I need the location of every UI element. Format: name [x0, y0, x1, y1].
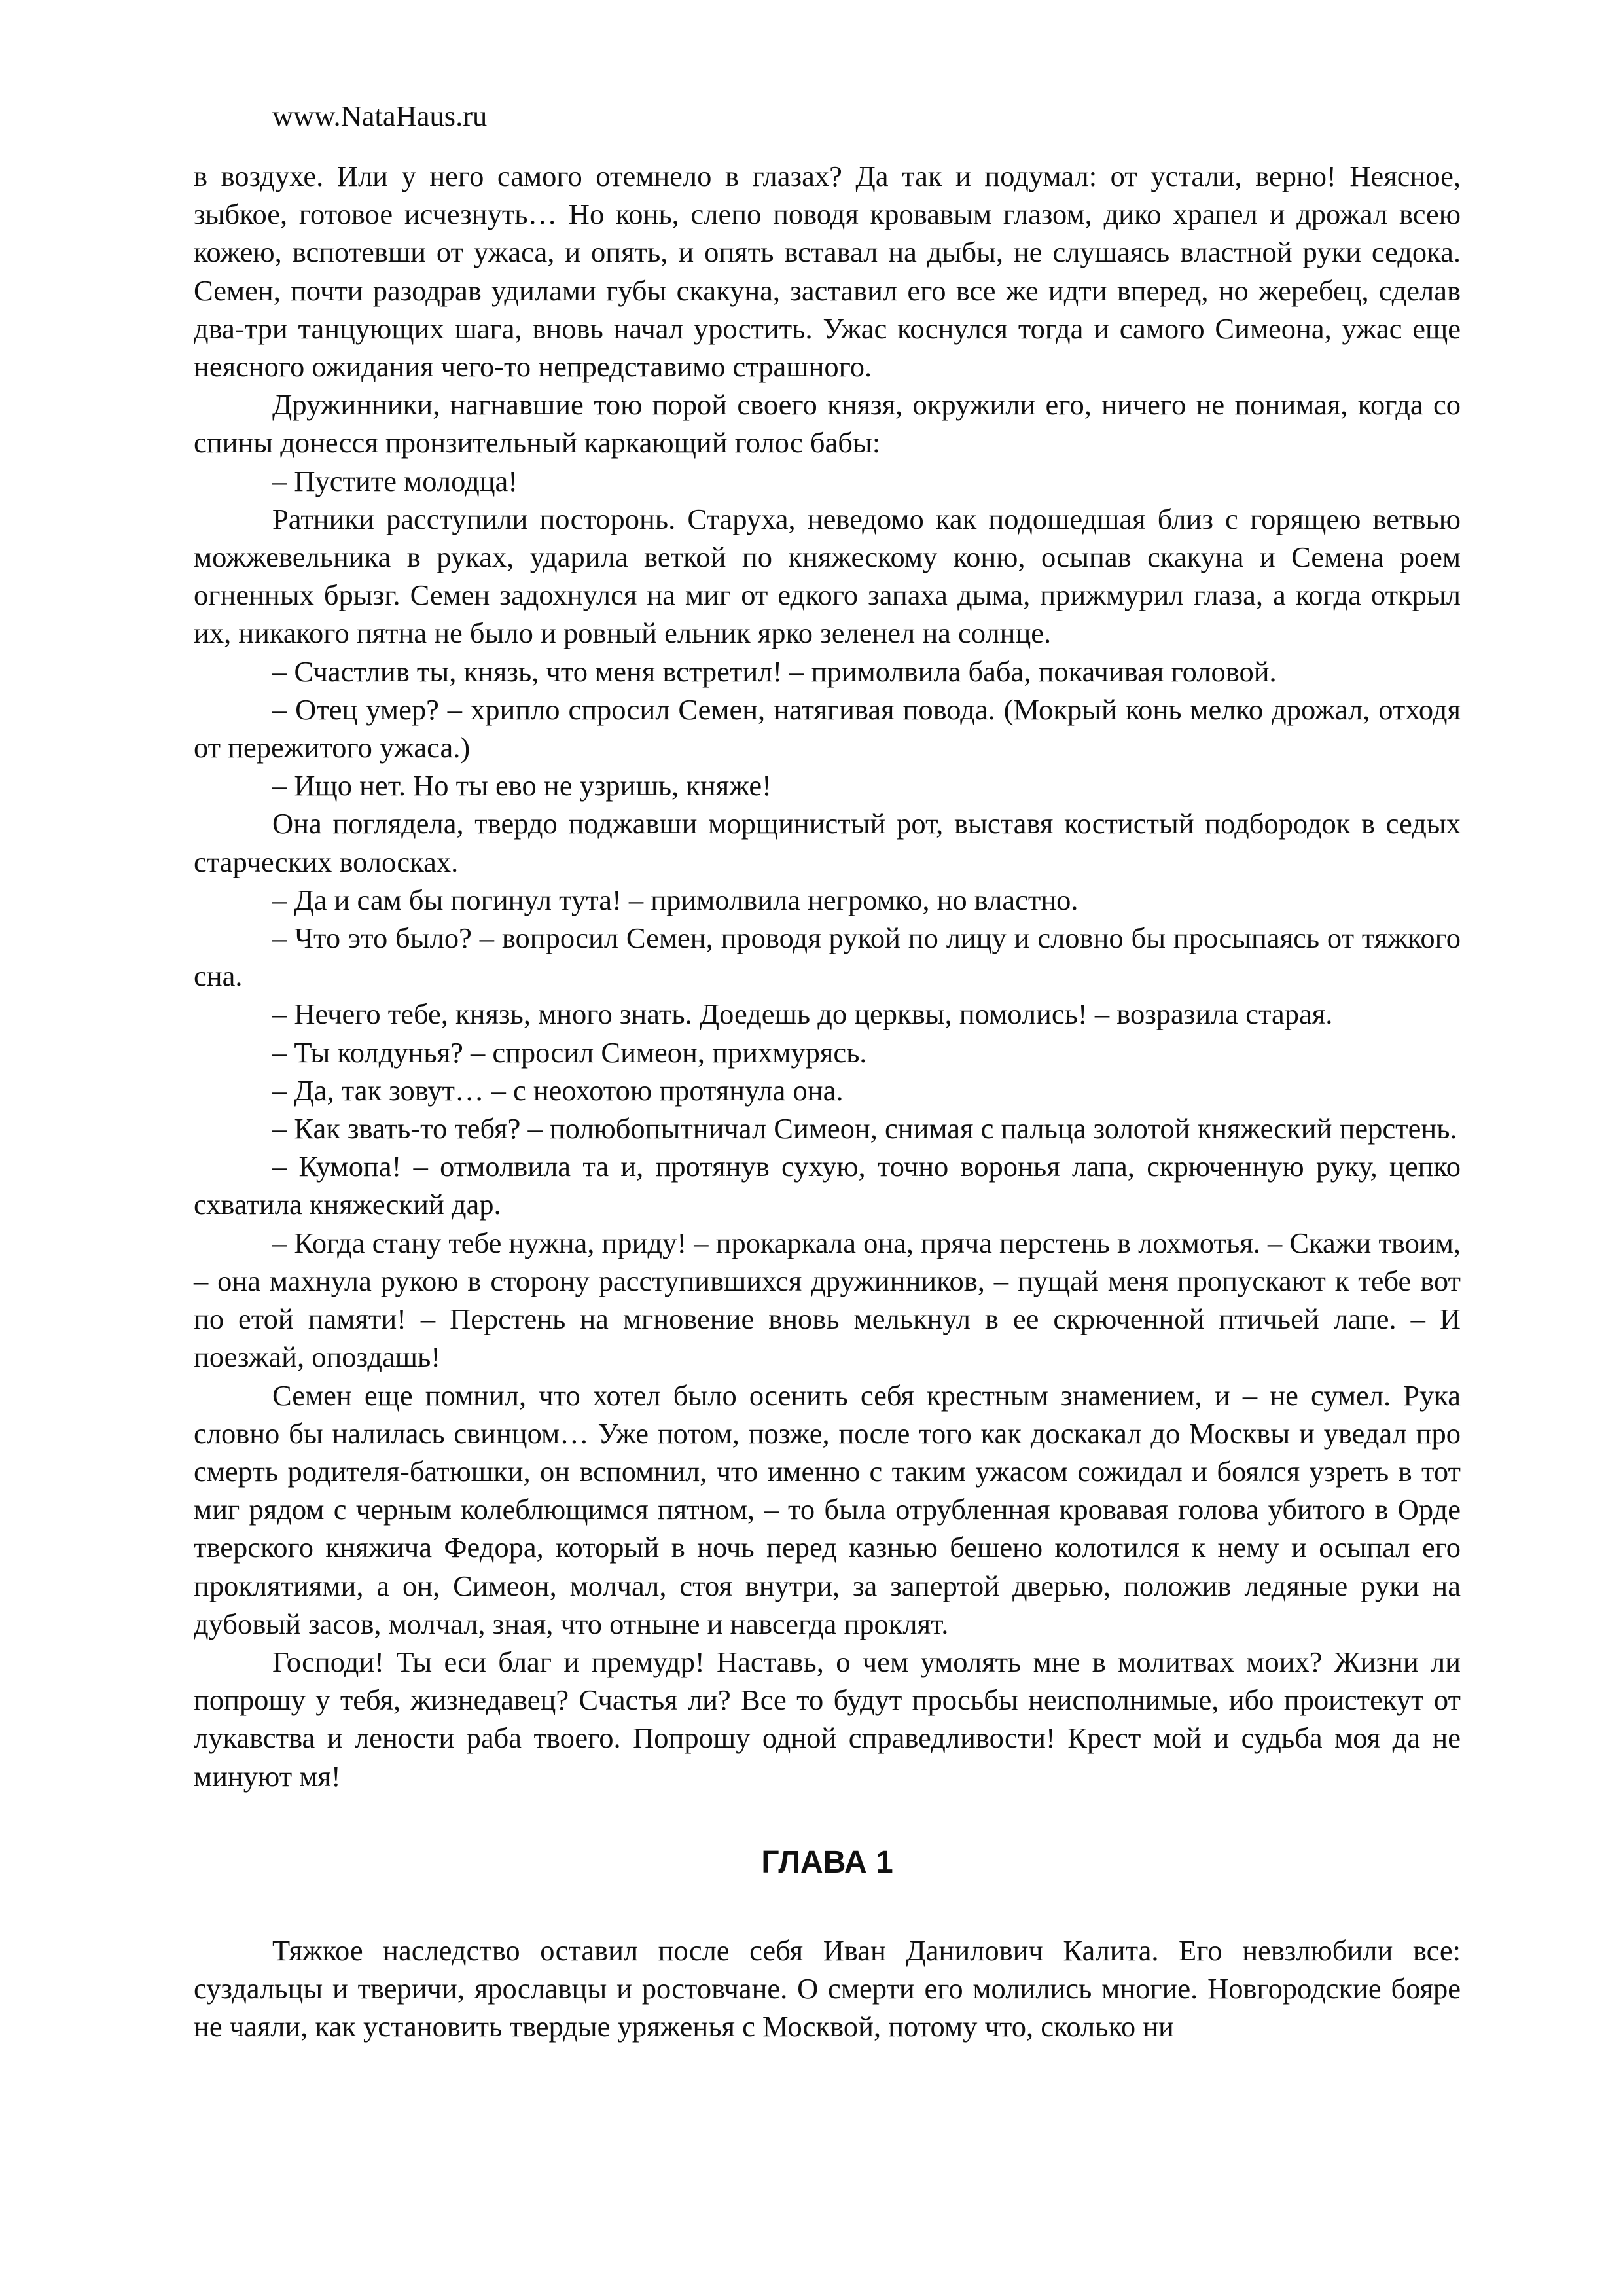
paragraph: Ратники расступили посторонь. Старуха, неведомо как подошедшая близ с горящею ветвью можжевельника в руках, ударила веткой по княжескому коню, осыпав скакуна и Семена роем огненных брызг. Семен задохнулся на миг от едкого запаха дыма, прижмурил глаза, а когда открыл их, никакого пятна не было и ровный ельник ярко зеленел на солнце.: [194, 502, 1461, 650]
paragraph: Дружинники, нагнавшие тою порой своего князя, окружили его, ничего не понимая, когда со спины донесся пронзительный каркающий голос бабы:: [194, 388, 1461, 459]
paragraph: в воздухе. Или у него самого отемнело в глазах? Да так и подумал: от устали, верно! Неясное, зыбкое, готовое исчезнуть… Но конь, слепо поводя кровавым глазом, дико храпел и дрожал всею кожею, вспотевши от ужаса, и опять, и опять вставал на дыбы, не слушаясь властной руки седока. Семен, почти разодрав удилами губы скакуна, заставил его все же идти вперед, но жеребец, сделав два-три танцующих шага, вновь начал уростить. Ужас коснулся тогда и самого Симеона, ужас еще неясного ожидания чего-то непредставимо страшного.: [194, 160, 1461, 384]
paragraph: – Что это было? – вопросил Семен, проводя рукой по лицу и словно бы просыпаясь от тяжкого сна.: [194, 922, 1461, 993]
document-page: [194, 97, 1461, 2045]
paragraph: – Когда стану тебе нужна, приду! – прокаркала она, пряча перстень в лохмотья. – Скажи твоим, – она махнула рукою в сторону расступившихся дружинников, – пущай меня пропускают к тебе вот по етой памяти! – Перстень на мгновение вновь мелькнул в ее скрюченной птичьей лапе. – И поезжай, опоздашь!: [194, 1226, 1461, 1374]
paragraph: – Нечего тебе, князь, много знать. Доедешь до церквы, помолись! – возразила старая.: [272, 997, 1333, 1031]
paragraph: Господи! Ты еси благ и премудр! Наставь, о чем умолять мне в молитвах моих? Жизни ли попрошу у тебя, жизнедавец? Счастья ли? Все то будут просьбы неисполнимые, ибо проистекут от лукавства и лености раба твоего. Попрошу одной справедливости! Крест мой и судьба моя да не минуют мя!: [194, 1645, 1461, 1793]
paragraph: – Да и сам бы погинул тута! – примолвила негромко, но властно.: [272, 883, 1079, 916]
paragraph: Тяжкое наследство оставил после себя Иван Данилович Калита. Его невзлюбили все: суздальцы и тверичи, ярославцы и ростовчане. О смерти его молились многие. Новгородские бояре не чаяли, как установить твердые уряженья с Москвой, потому что, сколько ни: [194, 1933, 1461, 2043]
paragraph: – Отец умер? – хрипло спросил Семен, натягивая повода. (Мокрый конь мелко дрожал, отходя от пережитого ужаса.): [194, 692, 1461, 764]
paragraph: – Счастлив ты, князь, что меня встретил! – примолвила баба, покачивая головой.: [272, 655, 1277, 688]
paragraph: Она поглядела, твердо поджавши морщинистый рот, выставя костистый подбородок в седых старческих волосках.: [194, 807, 1461, 878]
paragraph: – Ищо нет. Но ты ево не узришь, княже!: [272, 769, 772, 802]
paragraph: Семен еще помнил, что хотел было осенить себя крестным знамением, и – не сумел. Рука словно бы налилась свинцом… Уже потом, позже, после того как доскакал до Москвы и уведал про смерть родителя-батюшки, он вспомнил, что именно с таким ужасом сожидал и боялся узреть в тот миг рядом с черным колеблющимся пятном, – то была отрубленная кровавая голова убитого в Орде тверского княжича Федора, который в ночь перед казнью бешено колотился к нему и осыпал его проклятиями, а он, Симеон, молчал, стоя внутри, за запертой дверью, положив ледяные руки на дубовый засов, молчал, зная, что отныне и навсегда проклят.: [194, 1378, 1461, 1640]
chapter-title: ГЛАВА 1: [761, 1844, 893, 1880]
site-header: www.NataHaus.ru: [272, 99, 488, 132]
paragraph: – Кумопа! – отмолвила та и, протянув сухую, точно воронья лапа, скрюченную руку, цепко схватила княжеский дар.: [194, 1150, 1461, 1221]
paragraph: – Ты колдунья? – спросил Симеон, прихмурясь.: [272, 1035, 867, 1069]
paragraph: – Как звать-то тебя? – полюбопытничал Симеон, снимая с пальца золотой княжеский перстень.: [272, 1112, 1457, 1145]
paragraph: – Пустите молодца!: [272, 464, 518, 497]
paragraph: – Да, так зовут… – с неохотою протянула она.: [272, 1073, 844, 1107]
